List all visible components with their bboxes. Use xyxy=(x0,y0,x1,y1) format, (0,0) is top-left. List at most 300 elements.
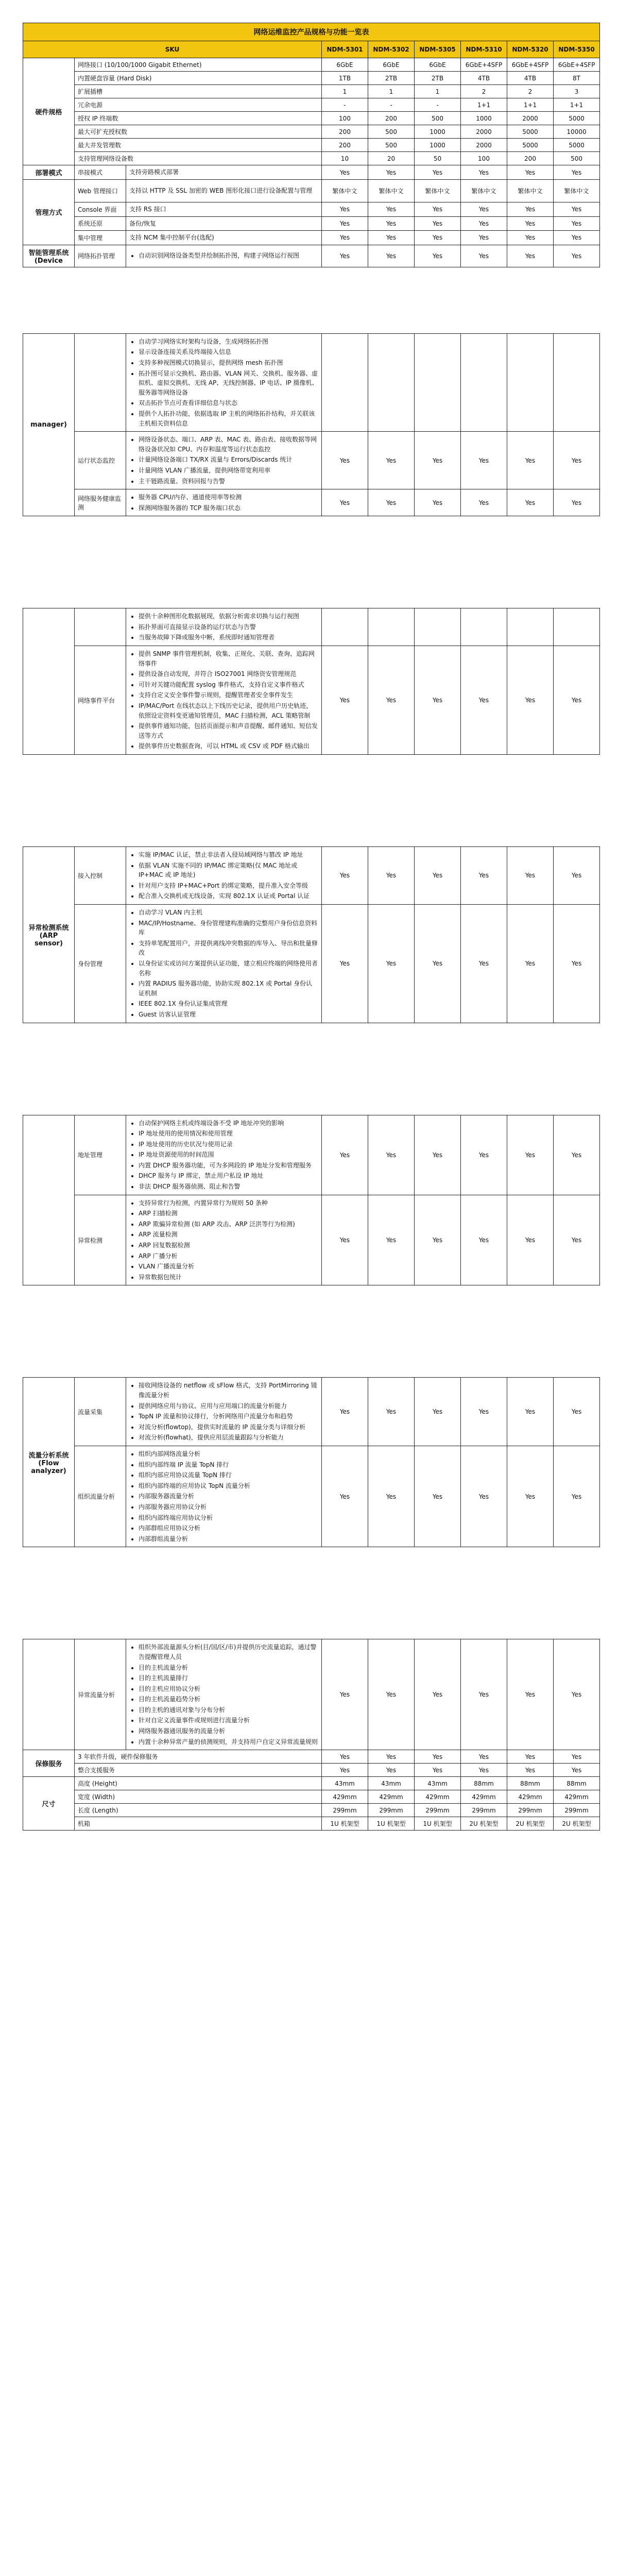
feature-item: • 目的主机流量趋势分析 xyxy=(139,1694,318,1704)
model-value: Yes xyxy=(368,231,415,245)
feature-item: • IEEE 802.1X 身份认证集成管理 xyxy=(139,999,318,1009)
feature-list xyxy=(129,649,318,751)
model-value: Yes xyxy=(322,202,368,217)
model-value: Yes xyxy=(322,1639,368,1750)
feature-item: • ARP 扫描检测 xyxy=(139,1209,318,1218)
model-value: Yes xyxy=(415,1446,461,1547)
manage-row xyxy=(23,216,600,231)
model-value: Yes xyxy=(507,231,554,245)
model-value: 43mm xyxy=(368,1777,415,1790)
feature-item: • 实施 IP/MAC 认证，禁止非法者入侵局域网络与篡改 IP 地址 xyxy=(139,850,318,860)
model-value: Yes xyxy=(461,216,507,231)
model-value: 500 xyxy=(368,125,415,139)
model-value: 100 xyxy=(461,152,507,165)
model-header: NDM-5320 xyxy=(507,41,554,58)
model-value: 6GbE xyxy=(322,58,368,72)
feature-item: • 非法 DHCP 服务器侦测、阻止和告警 xyxy=(139,1182,318,1192)
feature-list xyxy=(129,251,318,261)
model-value: Yes xyxy=(507,904,554,1023)
device-row xyxy=(23,608,600,646)
feature-item: • IP 地址使用的历史状况与使用记录 xyxy=(139,1140,318,1149)
model-value: Yes xyxy=(368,1378,415,1446)
manage-row xyxy=(23,180,600,202)
model-value: Yes xyxy=(507,646,554,755)
hardware-row xyxy=(23,125,600,139)
model-value: 500 xyxy=(368,139,415,152)
category-label: 智能管理系统 xyxy=(28,249,69,257)
model-value: 20 xyxy=(368,152,415,165)
ipam-row xyxy=(23,1195,600,1285)
model-value: 3 xyxy=(554,85,600,98)
model-value: Yes xyxy=(368,165,415,180)
section-gap xyxy=(23,1547,600,1639)
model-value: Yes xyxy=(322,432,368,489)
hardware-row xyxy=(23,139,600,152)
model-value: Yes xyxy=(554,1446,600,1547)
model-value: Yes xyxy=(368,847,415,905)
spec-sheet xyxy=(23,23,599,1831)
model-value: Yes xyxy=(507,1195,554,1285)
manage-row xyxy=(23,202,600,217)
model-value: Yes xyxy=(554,202,600,217)
model-value: Yes xyxy=(461,1446,507,1547)
model-value: 200 xyxy=(322,139,368,152)
gap-cell xyxy=(23,1023,600,1115)
feature-list-cell xyxy=(126,245,322,267)
model-value: Yes xyxy=(368,1750,415,1764)
feature-item: • 内置 RADIUS 服务器功能，协助实现 802.1X 或 Portal 身份认证机制 xyxy=(139,979,318,998)
feature-item: • 网络服务器通讯服务的流量分析 xyxy=(139,1726,318,1736)
feature-item: • 内部服务器流量分析 xyxy=(139,1492,318,1501)
row-label: 集中管理 xyxy=(75,231,126,245)
model-value: Yes xyxy=(554,432,600,489)
category-sublabel: (Flow analyzer) xyxy=(31,1459,66,1475)
row-label: 冗余电源 xyxy=(75,98,322,112)
category-cell xyxy=(23,608,75,755)
category-label: 保修服务 xyxy=(35,1760,62,1769)
feature-list xyxy=(129,1198,318,1282)
model-value: Yes xyxy=(368,216,415,231)
row-desc: 支持以 HTTP 及 SSL 加密的 WEB 图形化接口进行设备配置与管理 xyxy=(126,180,322,202)
row-label: 支持管理网络设备数 xyxy=(75,152,322,165)
model-value xyxy=(507,608,554,646)
feature-item: • 组织内部终端 IP 流量 TopN 排行 xyxy=(139,1460,318,1470)
row-label: 宽度 (Width) xyxy=(75,1790,322,1804)
model-value: 2000 xyxy=(461,139,507,152)
model-value: 繁体中文 xyxy=(322,180,368,202)
feature-item: • 对流分析(flowhat)，提供应用层流量跟踪与分析能力 xyxy=(139,1433,318,1443)
row-label: Web 管理接口 xyxy=(75,180,126,202)
model-header: NDM-5301 xyxy=(322,41,368,58)
feature-list-cell xyxy=(126,847,322,905)
device-row xyxy=(23,432,600,489)
model-value: Yes xyxy=(507,1378,554,1446)
model-value: 429mm xyxy=(461,1790,507,1804)
category-cell xyxy=(23,180,75,245)
feature-item: • 支持自定义安全事件警示规则，提醒管理者安全事件发生 xyxy=(139,690,318,700)
model-value: 8T xyxy=(554,72,600,85)
model-value: 10 xyxy=(322,152,368,165)
model-value: Yes xyxy=(507,1115,554,1195)
category-label: 流量分析系统 xyxy=(28,1451,69,1460)
model-value: 繁体中文 xyxy=(368,180,415,202)
device-row xyxy=(23,333,600,431)
model-value: Yes xyxy=(368,904,415,1023)
row-desc: 支持旁路模式部署 xyxy=(126,165,322,180)
model-value: Yes xyxy=(554,1378,600,1446)
category-cell xyxy=(23,1639,75,1750)
feature-item: • 网络设备状态、端口、ARP 表、MAC 表、路由表、接收数据等网络设备状况如 CPU、内存和温度等运行状态监控 xyxy=(139,435,318,454)
model-value: 429mm xyxy=(507,1790,554,1804)
row-label: 高度 (Height) xyxy=(75,1777,322,1790)
model-value: Yes xyxy=(554,646,600,755)
category-cell xyxy=(23,1115,75,1285)
model-value: Yes xyxy=(554,1195,600,1285)
model-value: 2000 xyxy=(461,125,507,139)
feature-list xyxy=(129,1642,318,1747)
model-value: Yes xyxy=(322,1195,368,1285)
feature-list xyxy=(129,493,318,513)
deploy-row xyxy=(23,165,600,180)
model-value: Yes xyxy=(415,1115,461,1195)
feature-list-cell xyxy=(126,333,322,431)
model-value: Yes xyxy=(368,432,415,489)
model-value: Yes xyxy=(415,847,461,905)
model-value: Yes xyxy=(415,1764,461,1777)
model-value: Yes xyxy=(461,1750,507,1764)
model-value: 100 xyxy=(322,112,368,125)
model-value: Yes xyxy=(368,1639,415,1750)
flow-row xyxy=(23,1446,600,1547)
feature-list xyxy=(129,1381,318,1443)
feature-item: • 异常数据包统计 xyxy=(139,1273,318,1282)
category-cell xyxy=(23,333,75,516)
model-value: Yes xyxy=(415,202,461,217)
model-value: 88mm xyxy=(507,1777,554,1790)
model-value: 429mm xyxy=(322,1790,368,1804)
row-label: 网络接口 (10/100/1000 Gigabit Ethernet) xyxy=(75,58,322,72)
feature-item: • 依据 VLAN 实施不同的 IP/MAC 绑定策略(仅 MAC 地址或 IP+MAC 或 IP 地址) xyxy=(139,861,318,880)
row-label: 异常检测 xyxy=(75,1195,126,1285)
model-value: 88mm xyxy=(554,1777,600,1790)
model-value: 2U 机架型 xyxy=(461,1817,507,1831)
model-value: 299mm xyxy=(322,1804,368,1817)
feature-item: • ARP 欺骗异常检测 (如 ARP 攻击、ARP 泛洪等行为检测) xyxy=(139,1219,318,1229)
feature-item: • 针对用户支持 IP+MAC+Port 的绑定策略，提升准入安全等级 xyxy=(139,881,318,891)
feature-item: • 支持多种视图模式切换显示，提供网络 mesh 拓扑图 xyxy=(139,358,318,368)
model-value: 繁体中文 xyxy=(461,180,507,202)
model-value: Yes xyxy=(554,1639,600,1750)
row-label xyxy=(75,608,126,646)
model-value: 5000 xyxy=(507,139,554,152)
section-gap xyxy=(23,1023,600,1115)
model-value: Yes xyxy=(322,646,368,755)
feature-item: • 内部群组应用协议分析 xyxy=(139,1523,318,1533)
model-value: 2 xyxy=(461,85,507,98)
model-value: Yes xyxy=(415,165,461,180)
feature-list xyxy=(129,337,318,428)
row-desc: 支持 RS 接口 xyxy=(126,202,322,217)
model-value: Yes xyxy=(322,489,368,516)
row-label: 3 年软件升级，硬件保修服务 xyxy=(75,1750,322,1764)
model-value: Yes xyxy=(461,231,507,245)
model-header: NDM-5305 xyxy=(415,41,461,58)
model-value: 429mm xyxy=(415,1790,461,1804)
ipam-row xyxy=(23,1115,600,1195)
model-value: 1 xyxy=(415,85,461,98)
model-value: Yes xyxy=(461,432,507,489)
feature-item: • DHCP 服务与 IP 绑定，禁止用户私设 IP 地址 xyxy=(139,1171,318,1181)
model-value: 繁体中文 xyxy=(554,180,600,202)
category-sublabel: (Device xyxy=(34,257,63,265)
feature-item: • ARP 广播分析 xyxy=(139,1251,318,1261)
model-value: Yes xyxy=(415,1195,461,1285)
model-value xyxy=(322,608,368,646)
section-gap xyxy=(23,516,600,608)
hardware-row xyxy=(23,58,600,72)
model-value: 6GbE+4SFP xyxy=(554,58,600,72)
row-label xyxy=(75,333,126,431)
feature-item: • IP/MAC/Port 在线状态以上下线历史记录，提供用户历史轨迹，依照设定资料变更通知管理员，MAC 扫描检测，ACL 策略管制 xyxy=(139,701,318,720)
feature-item: • 目的主机的通讯对象与分布分析 xyxy=(139,1705,318,1715)
model-value xyxy=(461,333,507,431)
section-gap xyxy=(23,755,600,847)
row-label: 整合支援服务 xyxy=(75,1764,322,1777)
model-value: 1000 xyxy=(415,139,461,152)
model-value: Yes xyxy=(322,1446,368,1547)
model-value: Yes xyxy=(415,1639,461,1750)
arp-row xyxy=(23,847,600,905)
feature-item: • 提供个人拓扑功能，依据选取 IP 主机的网络拓扑结构，并关联该主机相关资料信息 xyxy=(139,409,318,428)
feature-item: • 目的主机应用协议分析 xyxy=(139,1684,318,1694)
model-value: 2TB xyxy=(368,72,415,85)
arp-row xyxy=(23,904,600,1023)
model-value: Yes xyxy=(322,216,368,231)
model-value: 50 xyxy=(415,152,461,165)
model-value: Yes xyxy=(554,904,600,1023)
model-value: Yes xyxy=(507,202,554,217)
section-gap xyxy=(23,1285,600,1378)
model-value: 2U 机架型 xyxy=(507,1817,554,1831)
gap-cell xyxy=(23,516,600,608)
model-value: Yes xyxy=(461,847,507,905)
feature-item: • 支持异常行为检测，内置异常行为规则 50 条种 xyxy=(139,1198,318,1208)
category-cell xyxy=(23,847,75,1023)
gap-cell xyxy=(23,267,600,333)
feature-list xyxy=(129,908,318,1020)
model-value: 200 xyxy=(368,112,415,125)
model-value: Yes xyxy=(368,202,415,217)
feature-list-cell xyxy=(126,1115,322,1195)
title-row xyxy=(23,23,600,41)
model-value: 5000 xyxy=(554,139,600,152)
feature-item: • 组织内部网络流量分析 xyxy=(139,1449,318,1459)
model-value: 299mm xyxy=(554,1804,600,1817)
row-label: 网络事件平台 xyxy=(75,646,126,755)
size-row xyxy=(23,1817,600,1831)
size-row xyxy=(23,1804,600,1817)
model-value: Yes xyxy=(415,1378,461,1446)
model-value: Yes xyxy=(322,165,368,180)
model-value: 2TB xyxy=(415,72,461,85)
model-value: Yes xyxy=(554,1115,600,1195)
hardware-row xyxy=(23,72,600,85)
row-label: 运行状态监控 xyxy=(75,432,126,489)
model-value: 6GbE+4SFP xyxy=(507,58,554,72)
model-value: 1 xyxy=(368,85,415,98)
gap-cell xyxy=(23,755,600,847)
model-value: Yes xyxy=(461,1378,507,1446)
model-value: 43mm xyxy=(322,1777,368,1790)
feature-item: • ARP 回复数据检测 xyxy=(139,1241,318,1250)
row-label: 地址管理 xyxy=(75,1115,126,1195)
model-value: 500 xyxy=(554,152,600,165)
feature-item: • 自动保护网络主机或终端设备不受 IP 地址冲突的影响 xyxy=(139,1118,318,1128)
model-value: Yes xyxy=(461,489,507,516)
category-sublabel: (ARP sensor) xyxy=(35,931,63,947)
gap-cell xyxy=(23,1285,600,1378)
model-value: 6GbE+4SFP xyxy=(461,58,507,72)
model-value: 1000 xyxy=(415,125,461,139)
model-value xyxy=(461,608,507,646)
model-value: Yes xyxy=(461,646,507,755)
model-value: 5000 xyxy=(507,125,554,139)
category-label: 部署模式 xyxy=(35,170,62,177)
category-cell xyxy=(23,1777,75,1831)
model-value: Yes xyxy=(322,245,368,267)
category-label: 管理方式 xyxy=(35,209,62,217)
feature-item: • 计量网络设备端口 TX/RX 流量与 Errors/Discards 统计 xyxy=(139,455,318,465)
model-value: 299mm xyxy=(415,1804,461,1817)
model-value: 1+1 xyxy=(461,98,507,112)
feature-list-cell xyxy=(126,432,322,489)
model-value: Yes xyxy=(554,1750,600,1764)
model-value: - xyxy=(415,98,461,112)
model-value: Yes xyxy=(507,165,554,180)
feature-list-cell xyxy=(126,1378,322,1446)
feature-item: • MAC/IP/Hostname、身份管理建构准确的完整用户身份信息资料库 xyxy=(139,919,318,938)
feature-list-cell xyxy=(126,904,322,1023)
model-value: Yes xyxy=(461,1639,507,1750)
model-value: - xyxy=(322,98,368,112)
category-cell xyxy=(23,58,75,165)
feature-item: • 支持单笔配置用户，并提供离线冲突数据的库导入、导出和批量修改 xyxy=(139,939,318,958)
model-value: Yes xyxy=(461,1195,507,1285)
feature-item: • 提供事件通知功能，包括页面提示和声音提醒、邮件通知、短信发送等方式 xyxy=(139,721,318,740)
model-value: Yes xyxy=(415,489,461,516)
category-continued: manager) xyxy=(30,421,67,429)
feature-list xyxy=(129,435,318,486)
model-value xyxy=(415,333,461,431)
model-value: 4TB xyxy=(461,72,507,85)
model-value: 88mm xyxy=(461,1777,507,1790)
row-label: 内置硬盘容量 (Hard Disk) xyxy=(75,72,322,85)
model-value: Yes xyxy=(322,1750,368,1764)
model-value: 2 xyxy=(507,85,554,98)
model-value: 43mm xyxy=(415,1777,461,1790)
hardware-row xyxy=(23,85,600,98)
hardware-row xyxy=(23,152,600,165)
model-value: 299mm xyxy=(368,1804,415,1817)
size-row xyxy=(23,1777,600,1790)
device-row xyxy=(23,646,600,755)
hardware-row xyxy=(23,98,600,112)
model-value: Yes xyxy=(415,904,461,1023)
feature-item: • 内置十余种异常产量的侦测规则，并支持用户自定义异常流量规则 xyxy=(139,1737,318,1747)
feature-item: • 自动学习网络实时架构与设备，生成网络拓扑图 xyxy=(139,337,318,347)
feature-item: • 提供网络应用与协议、应用与应用端口的流量分析能力 xyxy=(139,1401,318,1411)
model-value: Yes xyxy=(554,165,600,180)
model-value: Yes xyxy=(415,646,461,755)
feature-item: • 提供设备自动发现，并符合 ISO27001 网络资安管理规范 xyxy=(139,669,318,679)
section-gap xyxy=(23,267,600,333)
model-value: Yes xyxy=(461,904,507,1023)
row-label: 身份管理 xyxy=(75,904,126,1023)
model-header: NDM-5310 xyxy=(461,41,507,58)
feature-item: • 内部服务器应用协议分析 xyxy=(139,1502,318,1512)
row-label: 接入控制 xyxy=(75,847,126,905)
model-value: 1+1 xyxy=(507,98,554,112)
sku-label: SKU xyxy=(23,41,322,58)
model-value: 10000 xyxy=(554,125,600,139)
row-label: 异常流量分析 xyxy=(75,1639,126,1750)
row-label: 串接模式 xyxy=(75,165,126,180)
row-label: 长度 (Length) xyxy=(75,1804,322,1817)
feature-item: • 主干链路流量、资料回报与告警 xyxy=(139,477,318,486)
model-value: Yes xyxy=(507,489,554,516)
feature-item: • 对流分析(flowtop)，提供实时流量的 IP 流量分类与详细分析 xyxy=(139,1422,318,1432)
feature-item: • 提供事件历史数据查询，可以 HTML 或 CSV 或 PDF 格式输出 xyxy=(139,741,318,751)
device-row xyxy=(23,489,600,516)
feature-item: • 双击拓扑节点可查看详细信息与状态 xyxy=(139,398,318,408)
model-value: Yes xyxy=(507,1750,554,1764)
feature-item: • 提供十余种图形化数据展现，依据分析需求切换与运行视图 xyxy=(139,612,318,621)
category-cell xyxy=(23,165,75,180)
feature-list-cell xyxy=(126,1195,322,1285)
page-title: 网络运维监控产品规格与功能一览表 xyxy=(23,23,600,41)
row-label: Console 界面 xyxy=(75,202,126,217)
model-value: Yes xyxy=(554,216,600,231)
model-value: 1 xyxy=(322,85,368,98)
model-value: 2U 机架型 xyxy=(554,1817,600,1831)
model-value: 2000 xyxy=(507,112,554,125)
flow-row xyxy=(23,1378,600,1446)
model-value: Yes xyxy=(322,231,368,245)
model-value xyxy=(507,333,554,431)
row-label: 授权 IP 终端数 xyxy=(75,112,322,125)
model-value: 299mm xyxy=(461,1804,507,1817)
feature-item: • 接收网络设备的 netflow 或 sFlow 格式，支持 PortMirroring 镜像流量分析 xyxy=(139,1381,318,1400)
model-value: Yes xyxy=(554,1764,600,1777)
model-value: 429mm xyxy=(368,1790,415,1804)
model-value: 繁体中文 xyxy=(415,180,461,202)
row-label: 机箱 xyxy=(75,1817,322,1831)
category-cell xyxy=(23,1750,75,1777)
model-value: Yes xyxy=(507,1639,554,1750)
model-value: Yes xyxy=(368,245,415,267)
model-value: Yes xyxy=(461,1764,507,1777)
model-value: 5000 xyxy=(554,112,600,125)
model-value: Yes xyxy=(554,245,600,267)
feature-item: • 组织内部应用协议流量 TopN 排行 xyxy=(139,1470,318,1480)
feature-item: • 配合准入交换机或无线设备，实现 802.1X 认证或 Portal 认证 xyxy=(139,891,318,901)
feature-item: • Guest 访客认证管理 xyxy=(139,1010,318,1020)
feature-item: • 以身份证实或访问方案提供认证功能，建立相应终端的网络使用者名称 xyxy=(139,959,318,978)
model-value: 6GbE xyxy=(368,58,415,72)
category-label: 尺寸 xyxy=(42,1801,56,1809)
row-label: 网络拓扑管理 xyxy=(75,245,126,267)
feature-item: • ARP 流量检测 xyxy=(139,1230,318,1240)
